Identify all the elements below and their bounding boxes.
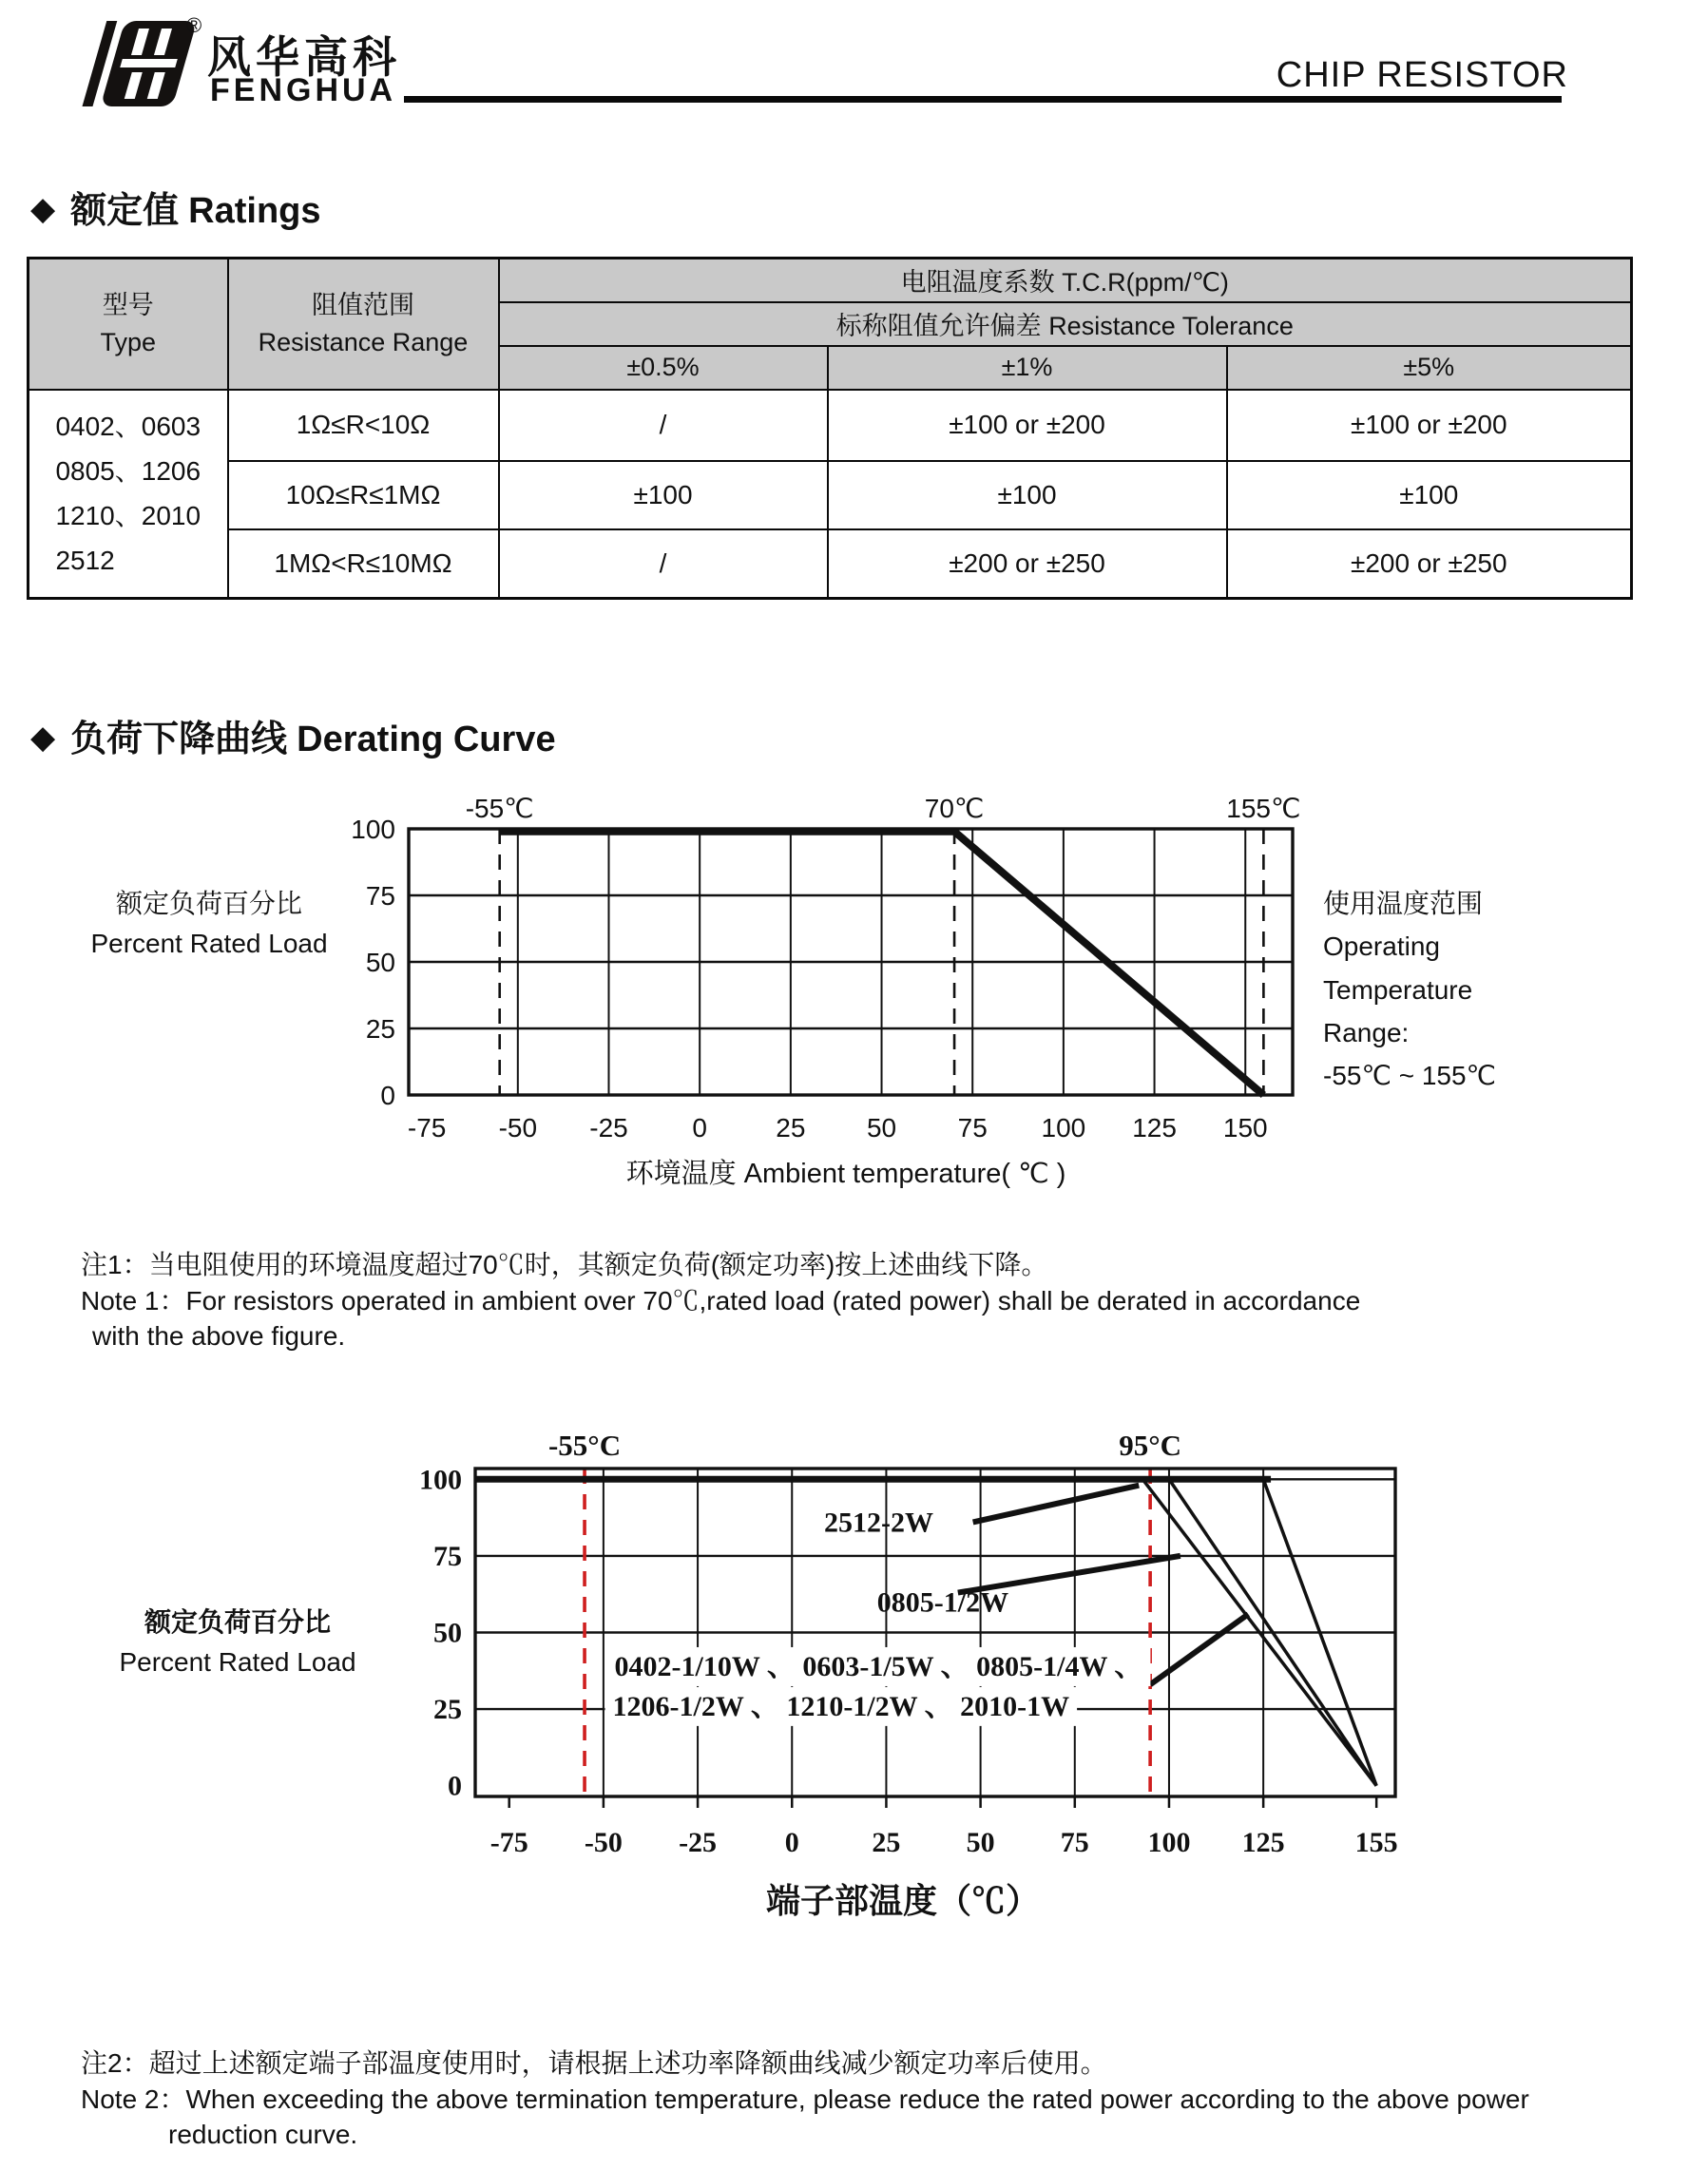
svg-text:75: 75 xyxy=(433,1540,462,1572)
svg-text:-25: -25 xyxy=(589,1113,628,1143)
svg-text:-50: -50 xyxy=(498,1113,538,1143)
tcr-1-cell: ±100 xyxy=(828,461,1227,529)
svg-text:25: 25 xyxy=(365,1014,395,1044)
range-cell: 1MΩ<R≤10MΩ xyxy=(228,529,499,599)
svg-text:-75: -75 xyxy=(489,1827,528,1858)
svg-text:-25: -25 xyxy=(679,1827,718,1858)
chart2-x-axis-title: 端子部温度（℃） xyxy=(765,1882,1040,1920)
diamond-bullet-icon: ◆ xyxy=(30,191,56,227)
svg-text:150: 150 xyxy=(1222,1113,1268,1143)
chart1-y-axis-title: 额定负荷百分比 Percent Rated Load xyxy=(90,889,328,958)
section1-en: Ratings xyxy=(188,191,321,231)
tcr-5-cell: ±100 or ±200 xyxy=(1227,390,1632,461)
svg-text:-50: -50 xyxy=(584,1827,623,1858)
note2-en2: reduction curve. xyxy=(168,2120,358,2150)
svg-text:100: 100 xyxy=(351,815,395,844)
note1 xyxy=(81,1247,1360,1354)
svg-text:50: 50 xyxy=(866,1113,897,1143)
svg-text:-55℃: -55℃ xyxy=(465,794,534,823)
section2-en: Derating Curve xyxy=(297,720,556,759)
brand-name-zh: 风华高科 xyxy=(207,32,401,82)
type-cell: 0402、0603 0805、1206 1210、2010 2512 xyxy=(29,390,228,599)
svg-text:2512-2W: 2512-2W xyxy=(823,1507,933,1539)
tcr-05-cell: / xyxy=(499,390,828,461)
note2-zh: 注2：超过上述额定端子部温度使用时，请根据上述功率降额曲线减少额定功率后使用。 xyxy=(81,2048,1107,2078)
header-rule xyxy=(404,96,1562,103)
note1-en: Note 1：For resistors operated in ambient over 70℃,rated load (rated power) shall be derated in accordance xyxy=(81,1285,1361,1315)
table-row xyxy=(29,461,1632,529)
tcr-05-cell: / xyxy=(499,529,828,599)
section-title-derating xyxy=(30,709,556,761)
operating-temp-note: 使用温度范围 Operating Temperature Range: -55℃ ~ 155℃ xyxy=(1323,889,1496,1091)
svg-text:25: 25 xyxy=(872,1827,901,1858)
svg-text:95°C: 95°C xyxy=(1119,1429,1182,1462)
svg-text:0402-1/10W 、 0603-1/5W 、 0805-: 0402-1/10W 、 0603-1/5W 、 0805-1/4W 、 xyxy=(614,1650,1143,1682)
svg-text:125: 125 xyxy=(1132,1113,1177,1143)
note1-en2: with the above figure. xyxy=(92,1321,346,1352)
svg-text:25: 25 xyxy=(433,1694,462,1726)
type-header: 型号 Type xyxy=(29,259,228,390)
derating-chart-terminal xyxy=(399,1423,1426,1898)
svg-text:75: 75 xyxy=(957,1113,988,1143)
svg-text:-75: -75 xyxy=(407,1113,447,1143)
tcr-1-cell: ±100 or ±200 xyxy=(828,390,1227,461)
ratings-table xyxy=(27,257,1633,600)
brand-name-en: FENGHUA xyxy=(210,72,397,108)
svg-text:155℃: 155℃ xyxy=(1226,794,1301,823)
svg-text:0: 0 xyxy=(380,1081,395,1110)
tolerance-col-5: ±5% xyxy=(1227,346,1632,390)
note2-en: Note 2：When exceeding the above termination temperature, please reduce the rated power according to the above power xyxy=(81,2084,1529,2114)
registered-mark: ® xyxy=(186,13,202,37)
note2 xyxy=(81,2045,1529,2153)
svg-text:100: 100 xyxy=(419,1464,462,1496)
section1-zh: 额定值 xyxy=(70,191,180,231)
svg-text:100: 100 xyxy=(1041,1113,1086,1143)
diamond-bullet-icon: ◆ xyxy=(30,720,56,756)
svg-text:-55°C: -55°C xyxy=(547,1429,622,1462)
fenghua-logo-icon xyxy=(67,15,195,112)
svg-text:0: 0 xyxy=(692,1113,707,1143)
chart2-y-axis-title: 额定负荷百分比 Percent Rated Load xyxy=(119,1607,356,1677)
tolerance-col-1: ±1% xyxy=(828,346,1227,390)
chart1-x-axis-title: 环境温度 Ambient temperature( ℃ ) xyxy=(625,1159,1066,1189)
derating-chart-ambient xyxy=(266,792,1331,1202)
svg-text:100: 100 xyxy=(1147,1827,1191,1858)
svg-text:155: 155 xyxy=(1354,1827,1398,1858)
svg-text:50: 50 xyxy=(433,1617,462,1649)
range-cell: 10Ω≤R≤1MΩ xyxy=(228,461,499,529)
svg-text:0: 0 xyxy=(784,1827,799,1858)
tcr-header: 电阻温度系数 T.C.R(ppm/℃) xyxy=(499,259,1632,302)
svg-text:75: 75 xyxy=(1060,1827,1089,1858)
section-title-ratings xyxy=(30,181,321,233)
svg-text:75: 75 xyxy=(365,881,395,911)
page-title: CHIP RESISTOR xyxy=(1276,55,1568,95)
range-header: 阻值范围 Resistance Range xyxy=(228,259,499,390)
svg-text:125: 125 xyxy=(1241,1827,1285,1858)
tcr-5-cell: ±100 xyxy=(1227,461,1632,529)
svg-text:0805-1/2W: 0805-1/2W xyxy=(876,1586,1009,1619)
svg-text:0: 0 xyxy=(448,1770,462,1802)
svg-text:50: 50 xyxy=(966,1827,995,1858)
svg-text:1206-1/2W 、 1210-1/2W 、 2010-: 1206-1/2W 、 1210-1/2W 、 2010-1W xyxy=(612,1690,1070,1722)
tcr-5-cell: ±200 or ±250 xyxy=(1227,529,1632,599)
table-row xyxy=(29,529,1632,599)
tcr-1-cell: ±200 or ±250 xyxy=(828,529,1227,599)
svg-text:70℃: 70℃ xyxy=(924,794,985,823)
range-cell: 1Ω≤R<10Ω xyxy=(228,390,499,461)
tolerance-header: 标称阻值允许偏差 Resistance Tolerance xyxy=(499,302,1632,346)
table-row xyxy=(29,390,1632,461)
svg-text:50: 50 xyxy=(365,948,395,977)
note1-zh: 注1：当电阻使用的环境温度超过70℃时，其额定负荷(额定功率)按上述曲线下降。 xyxy=(81,1250,1048,1279)
tolerance-col-05: ±0.5% xyxy=(499,346,828,390)
svg-text:25: 25 xyxy=(776,1113,806,1143)
section2-zh: 负荷下降曲线 xyxy=(70,720,288,759)
tcr-05-cell: ±100 xyxy=(499,461,828,529)
